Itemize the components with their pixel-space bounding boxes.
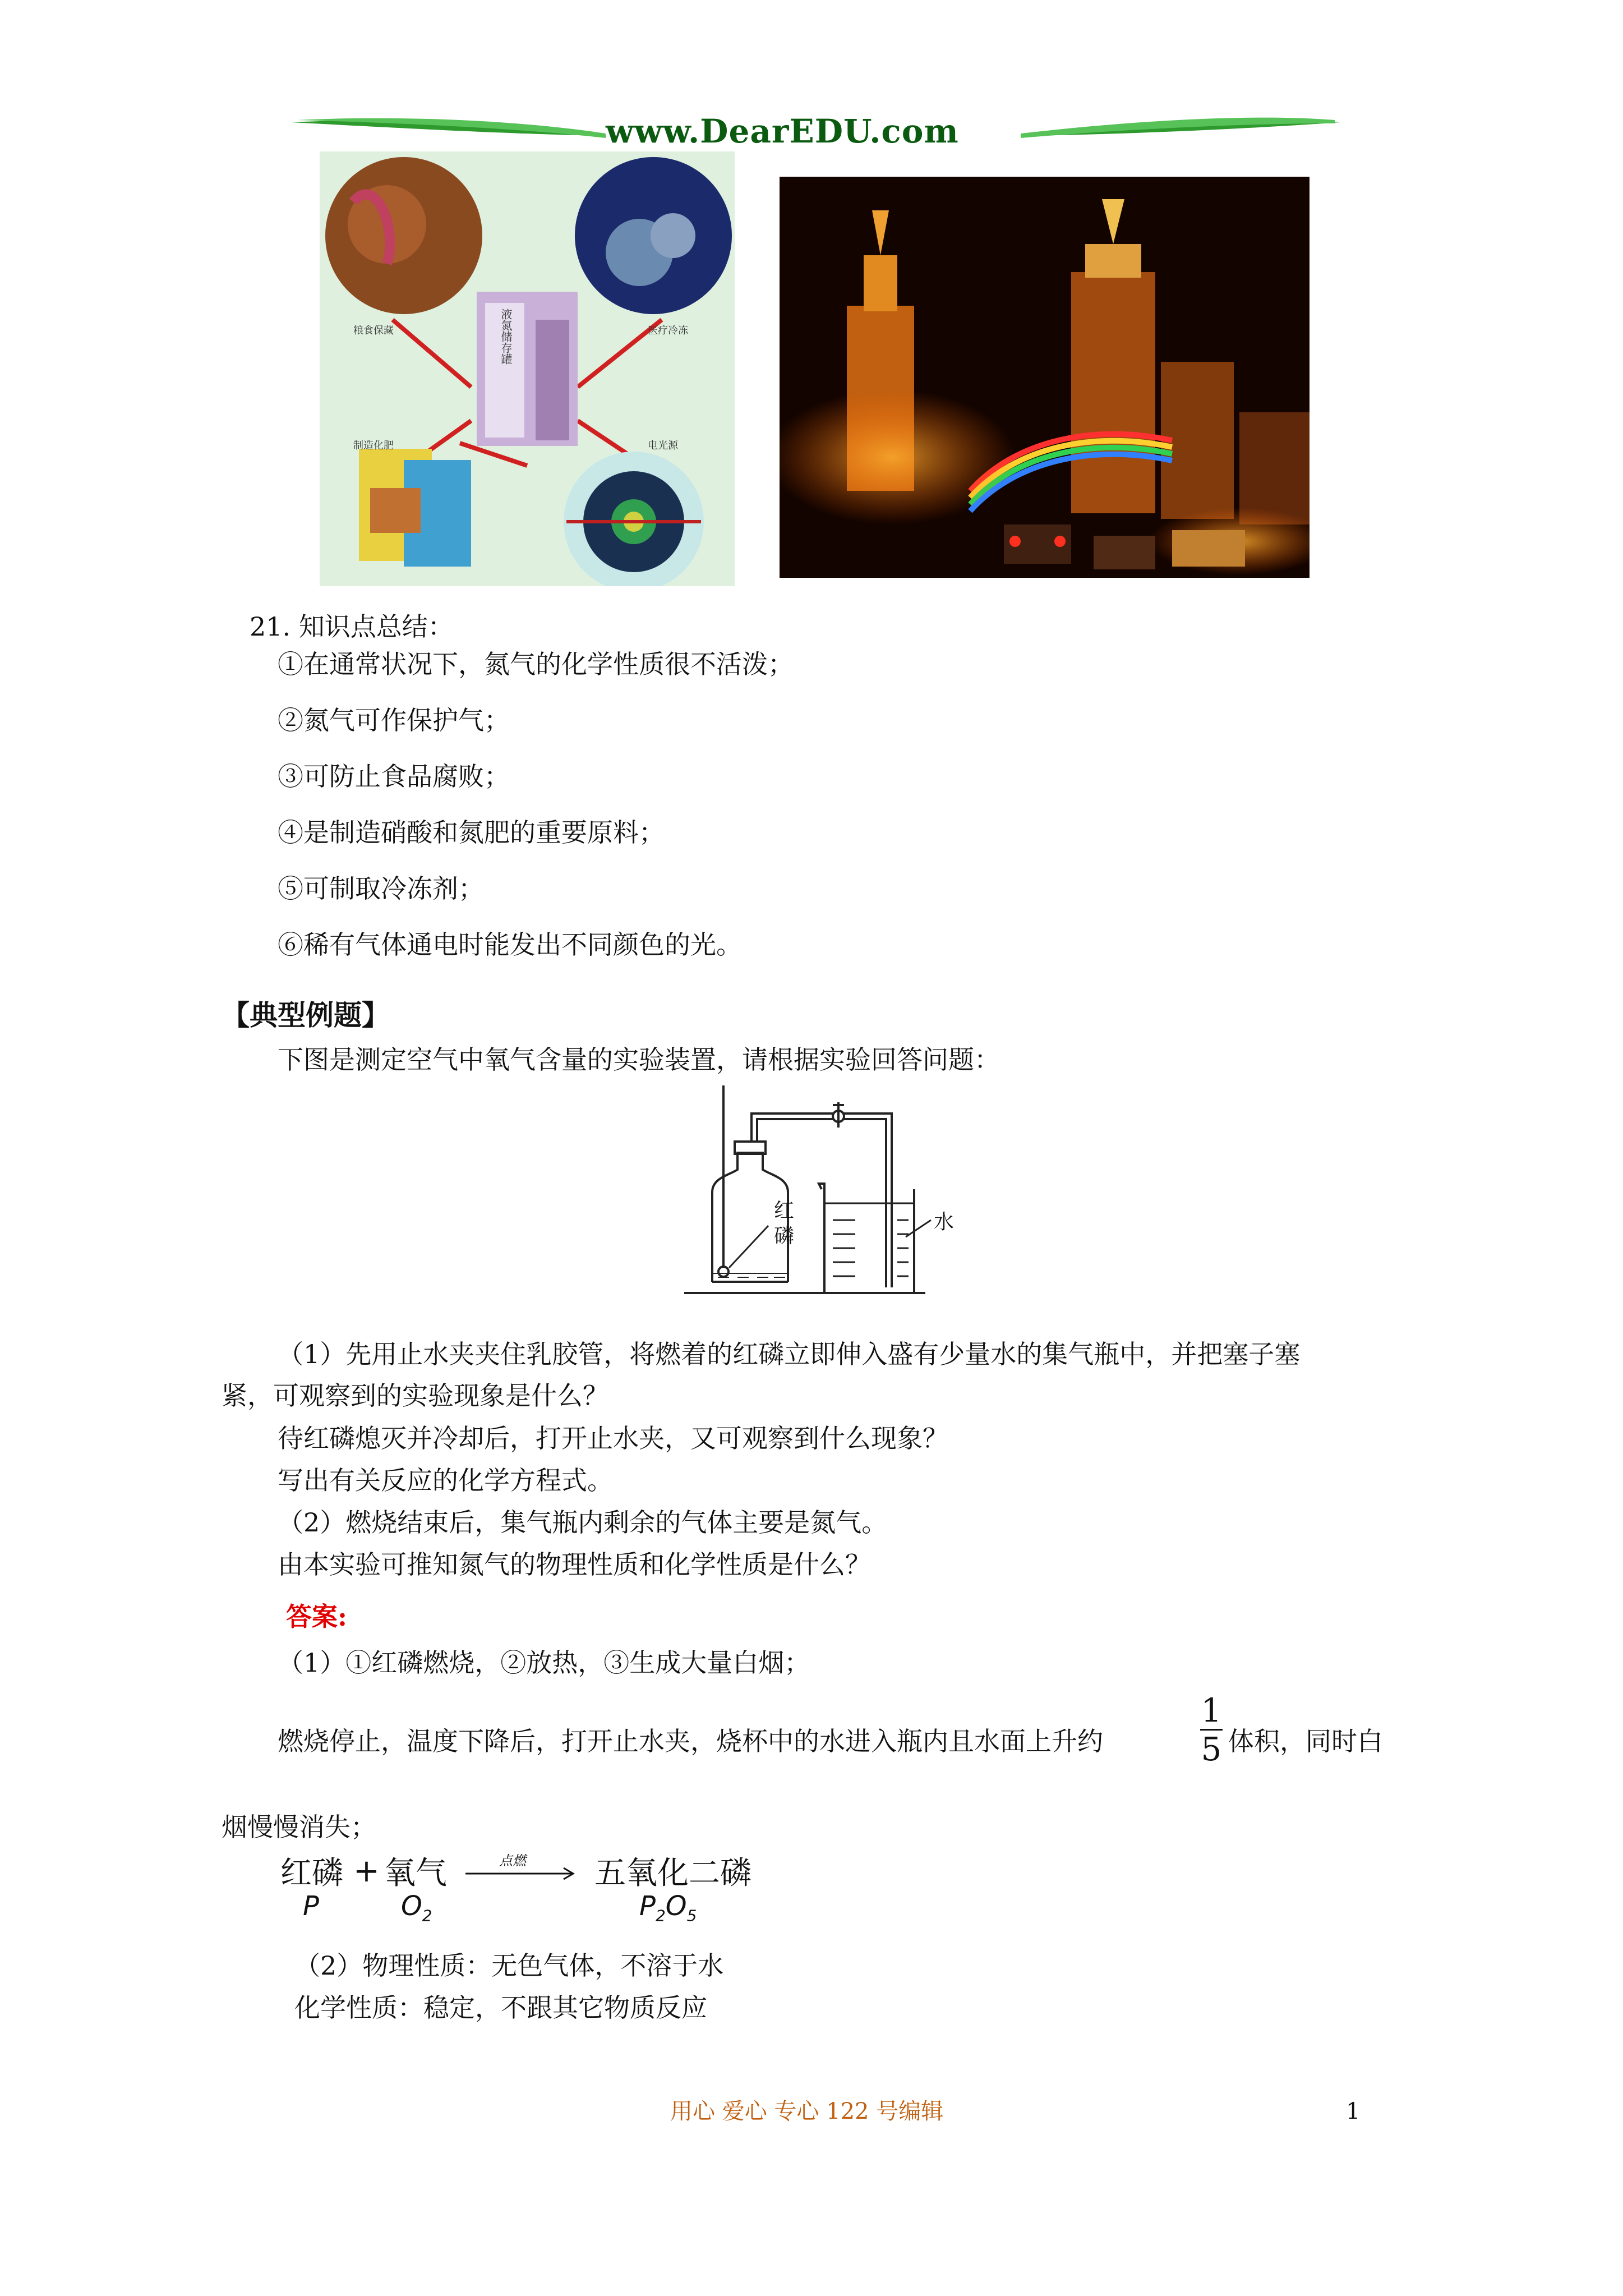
question1-line2: 紧，可观察到的实验现象是什么？ [222, 1381, 608, 1411]
question1-line4: 写出有关反应的化学方程式。 [278, 1465, 613, 1496]
section-21-title: 21. 知识点总结： [250, 611, 454, 642]
label-water: 水 [934, 1211, 955, 1234]
answer-1b-pre: 燃烧停止，温度下降后，打开止水夹，烧杯中的水进入瓶内且水面上升约 [278, 1726, 1103, 1756]
nitrogen-uses-figure [320, 151, 735, 586]
answer-2-physical: （2）物理性质：无色气体，不溶于水 [294, 1950, 724, 1981]
label-light: 电光源 [648, 440, 678, 452]
eq-p2o5-o-sub: 5 [686, 1906, 697, 1925]
eq-reactant-oxygen: 氧气 [384, 1855, 447, 1892]
eq-o2-main: O [401, 1890, 422, 1922]
fraction-numerator: 1 [1201, 1691, 1222, 1729]
question2-line1: （2）燃烧结束后，集气瓶内剩余的气体主要是氮气。 [278, 1507, 888, 1538]
summary-item-4: ④是制造硝酸和氮肥的重要原料； [278, 817, 665, 848]
answer-1b-post: 体积，同时白 [1228, 1726, 1383, 1756]
chemical-equation [280, 1848, 785, 1927]
summary-item-1: ①在通常状况下，氮气的化学性质很不活泼； [278, 649, 794, 679]
examples-intro: 下图是测定空气中氧气含量的实验装置，请根据实验回答问题： [278, 1045, 1000, 1075]
site-logo-text[interactable]: www.DearEDU.com [606, 112, 959, 150]
eq-formula-o2 [401, 1890, 432, 1925]
question2-line2: 由本实验可推知氮气的物理性质和化学性质是什么？ [278, 1549, 871, 1580]
summary-item-3: ③可防止食品腐败； [278, 761, 510, 792]
label-grain: 粮食保藏 [353, 325, 394, 337]
question1-line1: （1）先用止水夹夹住乳胶管，将燃着的红磷立即伸入盛有少量水的集气瓶中，并把塞子塞 [278, 1339, 1301, 1369]
eq-p2o5-o: O [665, 1890, 687, 1922]
summary-item-5: ⑤可制取冷冻剂； [278, 873, 484, 904]
label-fertilizer: 制造化肥 [353, 440, 394, 452]
page-number: 1 [1346, 2099, 1361, 2124]
eq-reactant-red-phosphorus: 红磷 [280, 1855, 343, 1892]
eq-p2o5-p-sub: 2 [655, 1906, 666, 1925]
eq-o2-sub: 2 [422, 1906, 432, 1925]
eq-arrow [465, 1865, 578, 1882]
label-red-phosphorus-1: 红 [774, 1199, 795, 1222]
experiment-apparatus-diagram [679, 1085, 970, 1304]
eq-condition: 点燃 [499, 1853, 526, 1869]
footer-text: 用心 爱心 专心 122 号编辑 [670, 2099, 944, 2124]
eq-plus: + [353, 1853, 380, 1889]
summary-item-2: ②氮气可作保护气； [278, 705, 510, 735]
label-red-phosphorus-2: 磷 [774, 1225, 795, 1248]
eq-formula-p: P [303, 1890, 319, 1922]
tank-label: 液氮储存罐 [499, 309, 513, 365]
eq-p2o5-p: P [639, 1890, 656, 1922]
answer-1c: 烟慢慢消失； [222, 1812, 376, 1842]
answer-label: 答案: [286, 1602, 347, 1632]
eq-product: 五氧化二磷 [594, 1855, 751, 1892]
examples-heading: 【典型例题】 [222, 999, 390, 1032]
label-medical: 医疗冷冻 [648, 325, 688, 337]
city-night-photo [780, 177, 1310, 578]
question1-line3: 待红磷熄灭并冷却后，打开止水夹，又可观察到什么现象？ [278, 1423, 948, 1453]
eq-formula-p2o5 [639, 1890, 697, 1925]
answer-2-chemical: 化学性质：稳定，不跟其它物质反应 [294, 1993, 707, 2023]
fraction-one-fifth [1200, 1691, 1223, 1768]
fraction-denominator: 5 [1201, 1730, 1222, 1768]
summary-item-6: ⑥稀有气体通电时能发出不同颜色的光。 [278, 930, 742, 960]
answer-1: （1）①红磷燃烧，②放热，③生成大量白烟； [278, 1648, 810, 1678]
